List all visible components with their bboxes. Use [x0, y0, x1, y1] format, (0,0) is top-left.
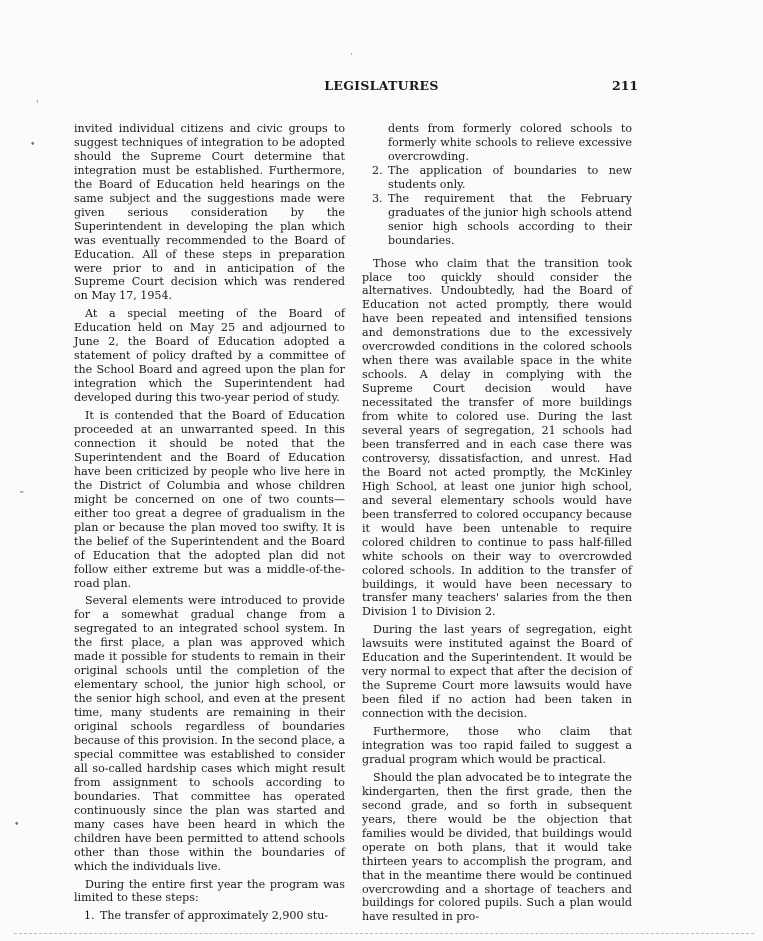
margin-mark: ' — [36, 100, 39, 110]
margin-mark: ⌄ — [18, 486, 26, 496]
paragraph: Several elements were introduced to provide for a somewhat gradual change from a segregated to an integrated school system. In the first place, a plan was approved which made it possible for students to remain in their original schools until the completion of the elementary school, the junior high school, or the senior high school, and even at the present time, many students are remaining in their original schools regardless of boundaries because of this provision. In the second place, a special committee was established to consider all so-called hardship cases which might result from assignment to schools according to boundaries. That committee has operated continuously since the plan was started and many cases have been heard in which the children have been permitted to attend schools other than those within the boundaries of which the individuals live. — [74, 594, 345, 873]
list-number: 2. — [372, 163, 383, 177]
list-number: 1. — [84, 909, 95, 923]
scan-edge-line — [14, 933, 754, 934]
list-item-text: The transfer of approximately 2,900 stu- — [100, 909, 329, 923]
paragraph: During the entire first year the program was limited to these steps: — [74, 877, 345, 905]
list-item — [362, 164, 632, 192]
left-column — [74, 122, 345, 923]
list-item-text: The requirement that the February graduates of the junior high schools attend senior high schools according to their boundaries. — [388, 191, 632, 247]
list-item — [362, 192, 632, 248]
margin-mark: · — [350, 50, 353, 60]
paragraph: During the last years of segregation, eight lawsuits were instituted against the Board of Education and the Superintendent. It would be very normal to expect that after the decision of the Supreme Court more lawsuits would have been filed if no action had been taken in connection with the decision. — [362, 623, 632, 721]
paragraph: Should the plan advocated be to integrate the kindergarten, then the first grade, then the second grade, and so forth in subsequent years, there would be the objection that families would be divided, that buildings would operate on both plans, that it would take thirteen years to accomplish the program, and that in the meantime there would be continued overcrowding and a shortage of teachers and buildings for colored pupils. Such a plan would have resulted in pro- — [362, 770, 632, 924]
running-header-title: LEGISLATURES — [324, 78, 439, 93]
paragraph: It is contended that the Board of Education proceeded at an unwarranted speed. In this connection it should be noted that the Superintendent and the Board of Education have been criticized by people who live here in the District of Columbia and whose children might be concerned on one of two counts—either too great a degree of gradualism in the plan or because the plan moved too swifty. It is the belief of the Superintendent and the Board of Education that the adopted plan did not follow either extreme but was a middle-of-the-road plan. — [74, 409, 345, 590]
paragraph: Furthermore, those who claim that integration was too rapid failed to suggest a gradual program which would be practical. — [362, 725, 632, 766]
list-item-continuation: dents from formerly colored schools to formerly white schools to relieve excessive overcrowding. — [388, 122, 632, 163]
steps-list — [362, 164, 632, 248]
margin-mark: • — [14, 820, 20, 830]
page-number: 211 — [612, 78, 639, 93]
right-column — [362, 122, 632, 924]
paragraph: At a special meeting of the Board of Education held on May 25 and adjourned to June 2, the Board of Education adopted a statement of policy drafted by a committee of the School Board and agreed upon the plan for integration which the Superintendent had developed during this two-year period of study. — [74, 307, 345, 405]
steps-list — [74, 909, 345, 923]
list-item — [74, 909, 345, 923]
paragraph: Those who claim that the transition took place too quickly should consider the alternatives. Undoubtedly, had the Board of Education not acted promptly, there would have been repeated and intensified tensions and demonstrations due to the excessively overcrowded conditions in the colored schools when there was available space in the white schools. A delay in complying with the Supreme Court decision would have necessitated the transfer of more buildings from white to colored use. During the last several years of segregation, 21 schools had been transferred and in each case there was controversy, dissatisfaction, and unrest. Had the Board not acted promptly, the McKinley High School, at least one junior high school, and several elementary schools would have been transferred to colored occupancy because it would have been untenable to require colored children to continue to pass half-filled white schools on their way to overcrowded colored schools. In addition to the transfer of buildings, it would have been necessary to transfer many teachers' salaries from the then Division 1 to Division 2. — [362, 256, 632, 619]
paragraph: invited individual citizens and civic groups to suggest techniques of integration to be adopted should the Supreme Court determine that integration must be established. Furthermore, the Board of Education held hearings on the same subject and the suggestions made were given serious consideration by the Superintendent in developing the plan which was eventually recommended to the Board of Education. All of these steps in preparation were prior to and in anticipation of the Supreme Court decision which was rendered on May 17, 1954. — [74, 122, 345, 303]
margin-mark: • — [30, 140, 36, 150]
list-number: 3. — [372, 191, 383, 205]
list-item-text: The application of boundaries to new students only. — [388, 163, 632, 191]
